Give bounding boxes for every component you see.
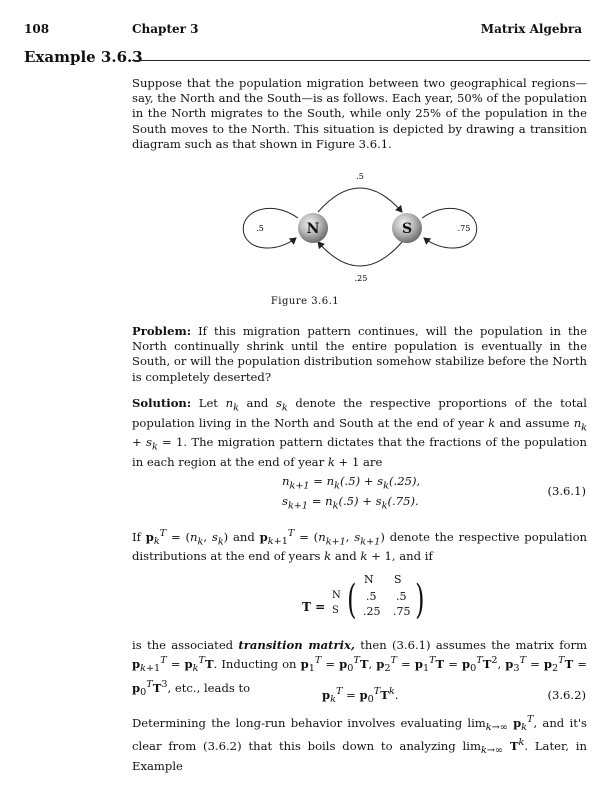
- if-text-4: and: [334, 549, 357, 564]
- solution-text-6: are: [363, 454, 383, 469]
- label-top: .5: [356, 172, 364, 181]
- after-matrix-text-1: is the associated: [132, 638, 234, 652]
- solution-label: Solution:: [132, 396, 192, 410]
- section-title: Matrix Algebra: [480, 22, 582, 36]
- solution-paragraph: Solution: Let $n_k$ and $s_k$ denote the respective proportions of the total population living in the North and South at the end of year k and assume $n_k + s_k = 1$. The migration pattern dictates that the fractions of the population in each region at the end of year k + 1 are: [132, 396, 588, 469]
- matrix-right-paren: ): [415, 577, 425, 623]
- closing-paragraph: Determining the long-run behavior involves evaluating $\lim_{k\to\infty} p_k^T$, and it's clear from (3.6.2) that this boils down to analyzing $\lim_{k\to\infty} T^k$. Later, in Example: [132, 714, 587, 773]
- closing-text-3: . Later, in Example: [132, 739, 587, 773]
- matrix-cell-22: .75: [393, 605, 411, 618]
- figure-caption: Figure 3.6.1: [270, 296, 340, 307]
- title-rule: [132, 60, 590, 61]
- label-bottom: .25: [354, 274, 368, 283]
- arc-south-to-north: [318, 242, 402, 266]
- problem-text: If this migration pattern continues, will the population in the North continually shrink until the entire population is eventually in the South, or will the population distribution somehow stabilize before the North is completely deserted?: [132, 324, 587, 384]
- solution-text-2: and: [246, 396, 269, 410]
- node-south-label: S: [401, 221, 413, 237]
- if-paragraph: If $p_k^T = (n_k$, $s_k$) and $p_{k+1}^T = (n_{k+1}$, $s_{k+1}$) denote the respective population distributions at the end of years k and k + 1, and if: [132, 528, 588, 564]
- equation-362: $p_k^T = p_0^TT^k$.: [322, 686, 399, 706]
- label-left-loop: .5: [256, 224, 264, 233]
- closing-text-2: , and it's clear from (3.6.2) that this boils down to analyzing: [132, 715, 587, 754]
- if-text-2: and: [233, 529, 255, 544]
- solution-text-3: denote the respective proportions of the total population living in the North and South at the end of year: [132, 396, 587, 430]
- loop-north: [243, 208, 298, 248]
- after-matrix-paragraph: is the associated transition matrix, then (3.6.1) assumes the matrix form $p_{k+1}^T = p_k^TT$. Inducting on $p_1^T = p_0^TT$, $p_2^T = p_1^TT = p_0^TT^2$, $p_3^T = p_2^TT = p_0^TT^3$, etc., leads to: [132, 638, 588, 698]
- if-text-5: , and if: [391, 549, 433, 564]
- example-title: Example 3.6.3: [24, 48, 143, 66]
- equation-362-number: (3.6.2): [547, 688, 586, 702]
- arc-north-to-south: [318, 188, 402, 212]
- chapter-title: Chapter 3: [132, 22, 199, 36]
- problem-paragraph: [132, 324, 587, 385]
- solution-text-1: Let: [198, 396, 218, 410]
- transition-matrix-term: transition matrix,: [238, 638, 355, 652]
- equation-361-line1: $n_{k+1} = n_k(.5) + s_k(.25)$,: [282, 474, 421, 492]
- after-matrix-text-2: then (3.6.1) assumes the matrix form: [360, 638, 588, 652]
- label-right-loop: .75: [457, 224, 471, 233]
- matrix-col-header-2: S: [394, 573, 402, 586]
- if-text-3: denote the respective population distributions at the end of years: [132, 529, 588, 564]
- node-north-label: N: [306, 221, 320, 237]
- closing-text-1: Determining the long-run behavior involves evaluating: [132, 715, 463, 730]
- equation-361-line2: $s_{k+1} = n_k(.5) + s_k(.75)$.: [282, 494, 419, 512]
- problem-label: Problem:: [132, 324, 191, 338]
- after-matrix-text-3: . Inducting on: [213, 657, 297, 672]
- intro-paragraph: Suppose that the population migration between two geographical regions—say, the North and the South—is as follows. Each year, 50% of the population in the North migrates to the South, while only 25% of the population in the South moves to the North. This situation is depicted by drawing a transition diagram such as that shown in Figure 3.6.1.: [132, 76, 587, 151]
- matrix-cell-21: .25: [363, 605, 381, 618]
- matrix-cell-11: .5: [366, 590, 377, 603]
- after-matrix-text-4: etc., leads to: [174, 680, 251, 695]
- solution-text-4: and assume: [499, 415, 570, 430]
- matrix-row-header-2: S: [332, 605, 339, 616]
- solution-text-5: The migration pattern dictates that the fractions of the population in each region at the end of year: [132, 435, 587, 469]
- matrix-col-header-1: N: [364, 573, 374, 586]
- equation-361-number: (3.6.1): [547, 484, 586, 498]
- transition-diagram: [230, 168, 490, 286]
- matrix-name: T =: [302, 600, 326, 614]
- page-number: 108: [24, 22, 50, 36]
- matrix-row-header-1: N: [332, 590, 341, 601]
- matrix-cell-12: .5: [396, 590, 407, 603]
- matrix-left-paren: (: [347, 577, 357, 623]
- if-text-1: If: [132, 529, 141, 544]
